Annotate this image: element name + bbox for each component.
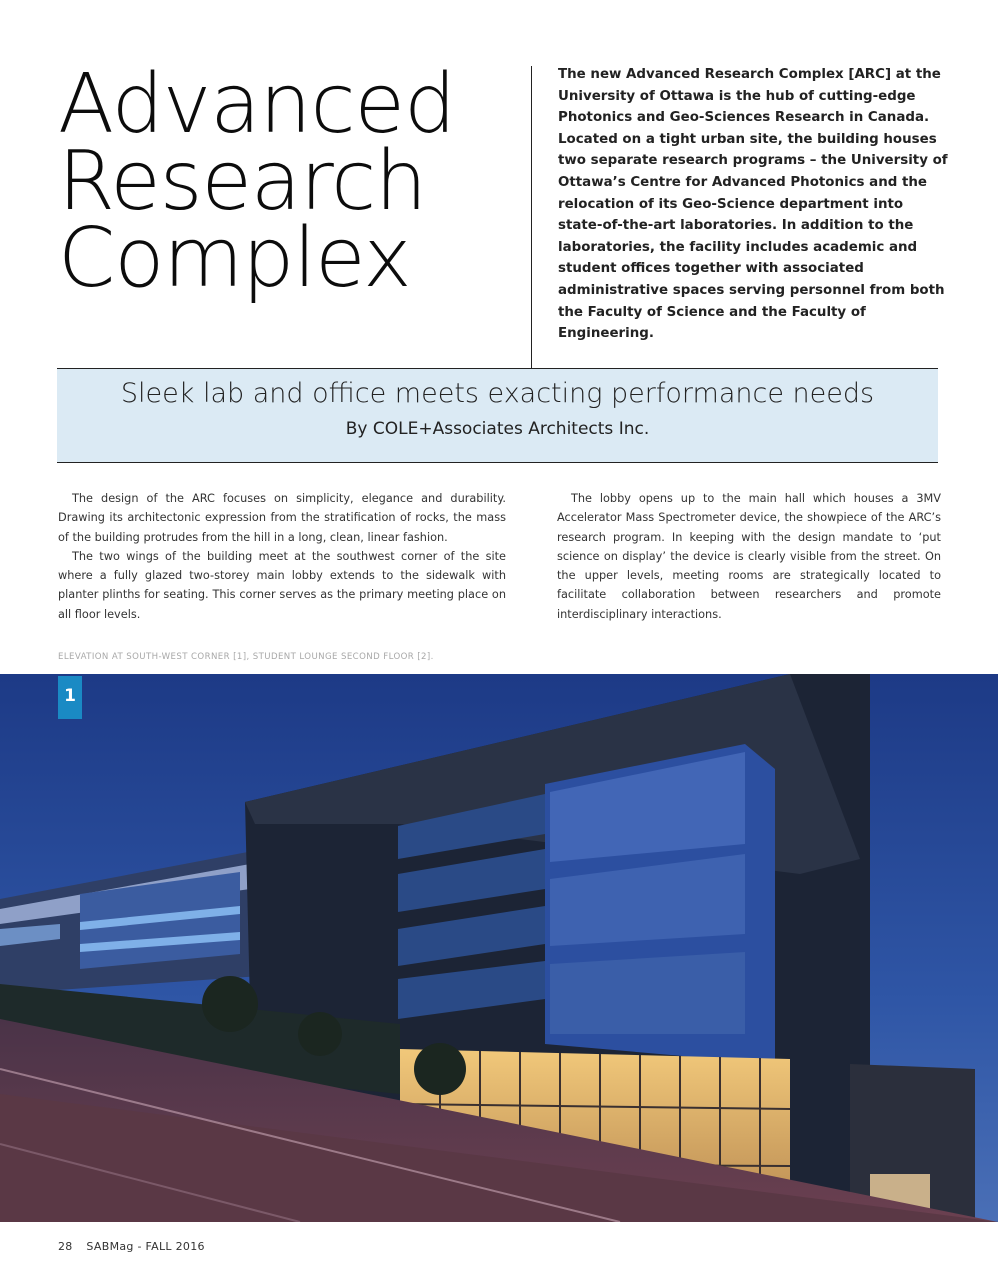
body-column-left bbox=[58, 489, 506, 624]
subtitle-banner bbox=[57, 368, 938, 463]
headline-line-2: Research bbox=[58, 134, 427, 229]
headline-line-3: Complex bbox=[58, 211, 411, 306]
body-paragraph: The two wings of the building meet at the southwest corner of the site where a fully glazed two-storey main lobby extends to the sidewalk with planter plinths for seating. This corner serves as the primary meeting place on all floor levels. bbox=[58, 549, 506, 621]
photo-caption: ELEVATION AT SOUTH-WEST CORNER [1], STUDENT LOUNGE SECOND FLOOR [2]. bbox=[58, 652, 434, 662]
body-paragraph: The design of the ARC focuses on simplicity, elegance and durability. Drawing its architectonic expression from the stratification of rocks, the mass of the building protrudes from the hill in a long, clean, linear fashion. bbox=[58, 492, 506, 544]
building-photo bbox=[0, 674, 998, 1222]
body-paragraph: The lobby opens up to the main hall which houses a 3MV Accelerator Mass Spectrometer device, the showpiece of the ARC’s research program. In keeping with the design mandate to ‘put science on display’ the device is clearly visible from the street. On the upper levels, meeting rooms are strategically located to facilitate collaboration between researchers and promote interdisciplinary interactions. bbox=[557, 492, 941, 621]
intro-paragraph: The new Advanced Research Complex [ARC] at the University of Ottawa is the hub of cutting-edge Photonics and Geo-Sciences Research in Canada. Located on a tight urban site, the building houses two separate research programs – the University of Ottawa’s Centre for Advanced Photonics and the relocation of its Geo-Science department into state-of-the-art laboratories. In addition to the laboratories, the facility includes academic and student offices together with associated administrative spaces serving personnel from both the Faculty of Science and the Faculty of Engineering. bbox=[558, 67, 948, 342]
photo-number-badge: 1 bbox=[58, 676, 82, 719]
body-column-right bbox=[557, 489, 941, 624]
page-number: 28 bbox=[58, 1240, 73, 1253]
article-subtitle: Sleek lab and office meets exacting performance needs bbox=[120, 378, 875, 409]
headline bbox=[58, 57, 528, 306]
byline: By COLE+Associates Architects Inc. bbox=[345, 419, 650, 439]
vertical-divider bbox=[531, 66, 532, 368]
magazine-issue: SABMag - FALL 2016 bbox=[86, 1240, 205, 1253]
headline-line-1: Advanced bbox=[58, 57, 456, 152]
page-footer bbox=[58, 1240, 205, 1253]
